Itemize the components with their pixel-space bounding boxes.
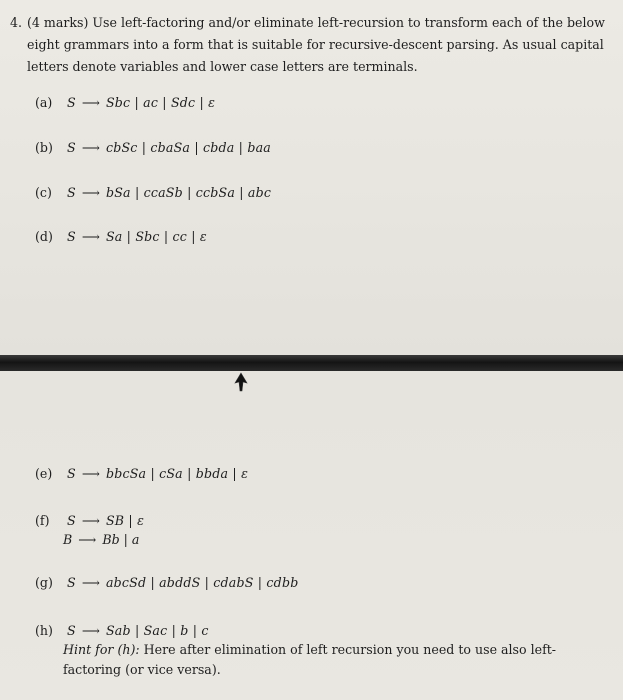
item-lhs: S <box>67 95 76 110</box>
grammar-item-a <box>35 95 215 110</box>
grammar-item-d <box>35 229 207 244</box>
item-lhs: S <box>67 140 76 155</box>
item-rhs: bSa | ccaSb | ccbSa | abc <box>105 185 272 200</box>
grammar-item-g <box>35 575 298 590</box>
grammar-item-e <box>35 466 248 481</box>
grammar-item-f <box>35 513 144 528</box>
item-label: (b) <box>35 140 53 155</box>
arrow-icon: ⟶ <box>81 229 100 244</box>
item-rhs: Sa | Sbc | cc | ε <box>105 229 207 244</box>
item-rhs: abcSd | abddS | cdabS | cdbb <box>105 575 299 590</box>
grammar-item-h <box>35 623 209 638</box>
item-label: (h) <box>35 623 53 638</box>
grammar-item-c <box>35 185 271 200</box>
question-text: (4 marks) Use left-factoring and/or eliminate left-recursion to transform each of the below eight grammars into a form that is suitable for recursive-descent parsing. As usual capital letters denote variables and lower case letters are terminals. <box>27 15 605 74</box>
item-lhs: S <box>67 185 76 200</box>
arrow-icon: ⟶ <box>81 575 100 590</box>
item-label: (c) <box>35 185 52 200</box>
rule-lhs: B <box>63 532 73 547</box>
item-lhs: S <box>67 466 76 481</box>
arrow-icon: ⟶ <box>81 513 100 528</box>
item-rhs: SB | ε <box>105 513 145 528</box>
item-label: (d) <box>35 229 53 244</box>
item-rhs: cbSc | cbaSa | cbda | baa <box>105 140 272 155</box>
item-lhs: S <box>67 575 76 590</box>
grammar-item-f-second-rule <box>63 532 139 547</box>
arrow-icon: ⟶ <box>81 623 100 638</box>
item-label: (a) <box>35 95 53 110</box>
item-rhs: bbcSa | cSa | bbda | ε <box>105 466 249 481</box>
grammar-item-b <box>35 140 271 155</box>
page-divider-bar <box>0 355 623 371</box>
item-label: (e) <box>35 466 53 481</box>
question-number: 4. <box>10 15 23 30</box>
hint-body: Here after elimination of left recursion you need to use also left-factoring (or vice versa). <box>63 642 557 677</box>
rule-rhs: Bb | a <box>102 532 140 547</box>
arrow-icon: ⟶ <box>81 185 100 200</box>
hint-label: Hint for (h): <box>63 642 140 657</box>
item-lhs: S <box>67 623 76 638</box>
mouse-cursor-icon <box>233 372 249 394</box>
item-lhs: S <box>67 229 76 244</box>
arrow-icon: ⟶ <box>81 140 100 155</box>
item-rhs: Sbc | ac | Sdc | ε <box>105 95 216 110</box>
arrow-icon: ⟶ <box>81 95 100 110</box>
item-rhs: Sab | Sac | b | c <box>105 623 209 638</box>
arrow-icon: ⟶ <box>78 532 97 547</box>
item-label: (g) <box>35 575 53 590</box>
arrow-icon: ⟶ <box>81 466 100 481</box>
item-lhs: S <box>67 513 76 528</box>
question-header <box>10 12 610 78</box>
item-label: (f) <box>35 513 50 528</box>
hint-text <box>63 640 613 680</box>
